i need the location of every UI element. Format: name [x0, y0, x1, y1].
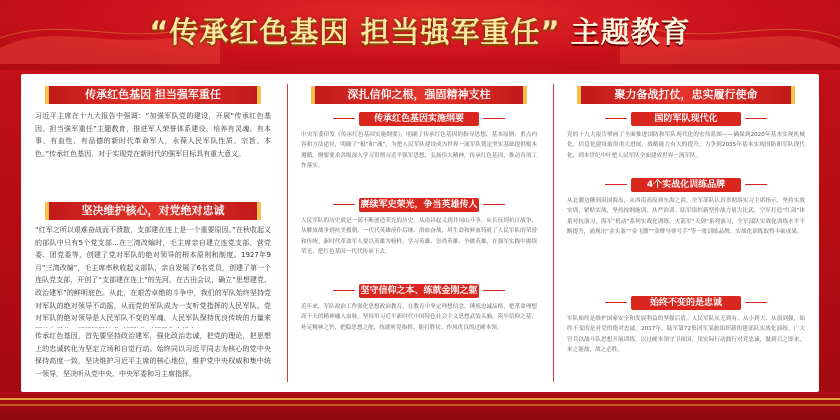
decorative-line [0, 398, 840, 400]
top-banner [0, 0, 840, 70]
subsection-heading: 坚守信仰之本、练就金刚之躯 [360, 286, 478, 296]
section-text: 党的十九大报告擘画了全面推进国防和军队现代化的宏伟蓝图——确保到2020年基本实现机械化，信息化建设取得重大进展，战略能力有大的提升，力争到2035年基本实现国防和军队现代化，到本世纪中叶把人民军队全面建成世界一流军队。 [567, 132, 805, 159]
subsection-heading: 4个实战化训练品牌 [631, 178, 741, 192]
subsection-heading: 赓续军史荣光，争当英雄传人 [360, 200, 478, 210]
column-divider [553, 84, 554, 382]
section-text: “红军之所以艰难奋战而不溃散，支部建在连上是一个重要原因。”在秋收起义的部队中只有5个党支部...在三湾改编时，毛主席亲自建立连党支部、营党委、团党委等，创建了党对军队的绝对领导的根本原则和制度。1927年9月“三湾改编”，毛主席率秋收起义部队，亲自发展了6名党员，创建了第一个连队党支部，开创了“支部建在连上”的先河。在古田会议，确立“思想建党、政治建军”的鲜明底色。从此，在艰苦卓绝的斗争中，我们的军队始终坚持党对军队的绝对领导不动摇，从而党的军队成为一支听党指挥的人民军队。党对军队的绝对领导是人民军队不变的军魂，人民军队保持优良传统的力量来 [35, 226, 271, 323]
column-middle [293, 80, 545, 386]
section-text: 从北疆边陲到南国海岛，从西南高原到东海之滨，全军部队认真贯彻落实习主席指示，坚持实战实训，紧贴实战，坚持按纲施训，从严治训。陆军组织新型作战力量大比武，空军打造“红剑”体系对抗演习，海军“机动”系列实战化训练，火箭军“天剑”系列演习，全军部队实战化训练水平不断提升，涌现出“金头盔”“金飞镖”“金牌导弹号手”等一批训练品牌，实战化训练取得丰硕成果。 [567, 198, 805, 236]
column-right [559, 80, 813, 386]
section-text: 中央军委印发《传承红色基因实施纲要》，明确了传承红色基因的指导思想、基本原则、重点内容和方法途径，明确了“根”和“魂”，为把人民军队建设成为世界一流军队奠定坚实基础提供根本遵循。纲要要求各级深入学习贯彻习近平强军思想，弘扬伟大精神，传承红色基因，推动各项工作落实。 [301, 132, 537, 170]
subsection-heading: 国防军队现代化 [631, 112, 741, 126]
subsection-heading: 传承红色基因实施纲要 [359, 112, 479, 126]
decorative-line [0, 404, 840, 406]
content-board [21, 74, 819, 392]
section-heading: 聚力备战打仗，忠实履行使命 [577, 86, 795, 104]
title-quoted: “传承红色基因 担当强军重任” [149, 15, 561, 49]
title-suffix: 主题教育 [570, 15, 691, 49]
section-heading: 深扎信仰之根，强固精神支柱 [311, 86, 527, 104]
section-heading: 传承红色基因 担当强军重任 [45, 86, 261, 104]
section-text: 近年来，军队政治工作强化思想政治教育，在教育中坚定理想信念，锤炼忠诚品格，把革命理想高于天的精神融入血脉，坚持用习近平新时代中国特色社会主义思想武装头脑，筑牢信仰之基，补足精神之钙，把稳思想之舵，练就听党指挥、能打胜仗、作风优良的过硬本领。 [301, 304, 537, 331]
section-text: 军队始终是维护国家安全和发展利益的坚强后盾。人民军队从无到有、从小到大、从弱到强，始终不变的是对党的绝对忠诚。2017年，陆军第72集团军某旅组织新组建部队实战化演练。广大官兵以战斗队思想开展训练，以过硬本领守卫祖国，用实际行动践行对党忠诚，做到召之即来、来之能战、战之必胜。 [567, 316, 805, 354]
column-divider [287, 84, 288, 382]
bottom-banner [0, 392, 840, 420]
subsection-heading: 始终不变的是忠诚 [631, 296, 741, 310]
section-text: 人民军队的历史就是一部不断创造荣光的历史。从南昌起义到井冈山斗争、从长征到抗日战争、从解放战争到抗美援朝，一代代英雄前仆后继、浴血奋战，用生命和鲜血铸就了人民军队的荣誉和传统。新时代革命军人要以英雄为榜样，学习英雄、崇尚英雄、争做英雄，在强军实践中赓续荣光，把红色基因一代代传承下去。 [301, 218, 537, 256]
section-text: 习近平主席在十九大报告中强调：“加强军队党的建设，开展“传承红色基因、担当强军重任”主题教育，推进军人荣誉体系建设，培养有灵魂、有本事、有血性、有品德的新时代革命军人，永葆人民军队性质、宗旨、本色。”传承红色基因，对于实现党在新时代的强军目标具有重大意义。 [35, 112, 271, 158]
column-left [27, 80, 279, 386]
section-text: 传承红色基因，首先要坚持政治建军，强化政治忠诚，把党的理论，把思想上的忠诚转化为坚定立场和自觉行动。始终同以习近平同志为核心的党中央保持高度一致，坚决维护习近平主席的核心地位，维护党中央权威和集中统一领导，坚决听从党中央、中央军委和习主席指挥。 [35, 332, 271, 378]
section-heading: 坚决维护核心，对党绝对忠诚 [45, 202, 261, 220]
page-title [0, 10, 840, 51]
